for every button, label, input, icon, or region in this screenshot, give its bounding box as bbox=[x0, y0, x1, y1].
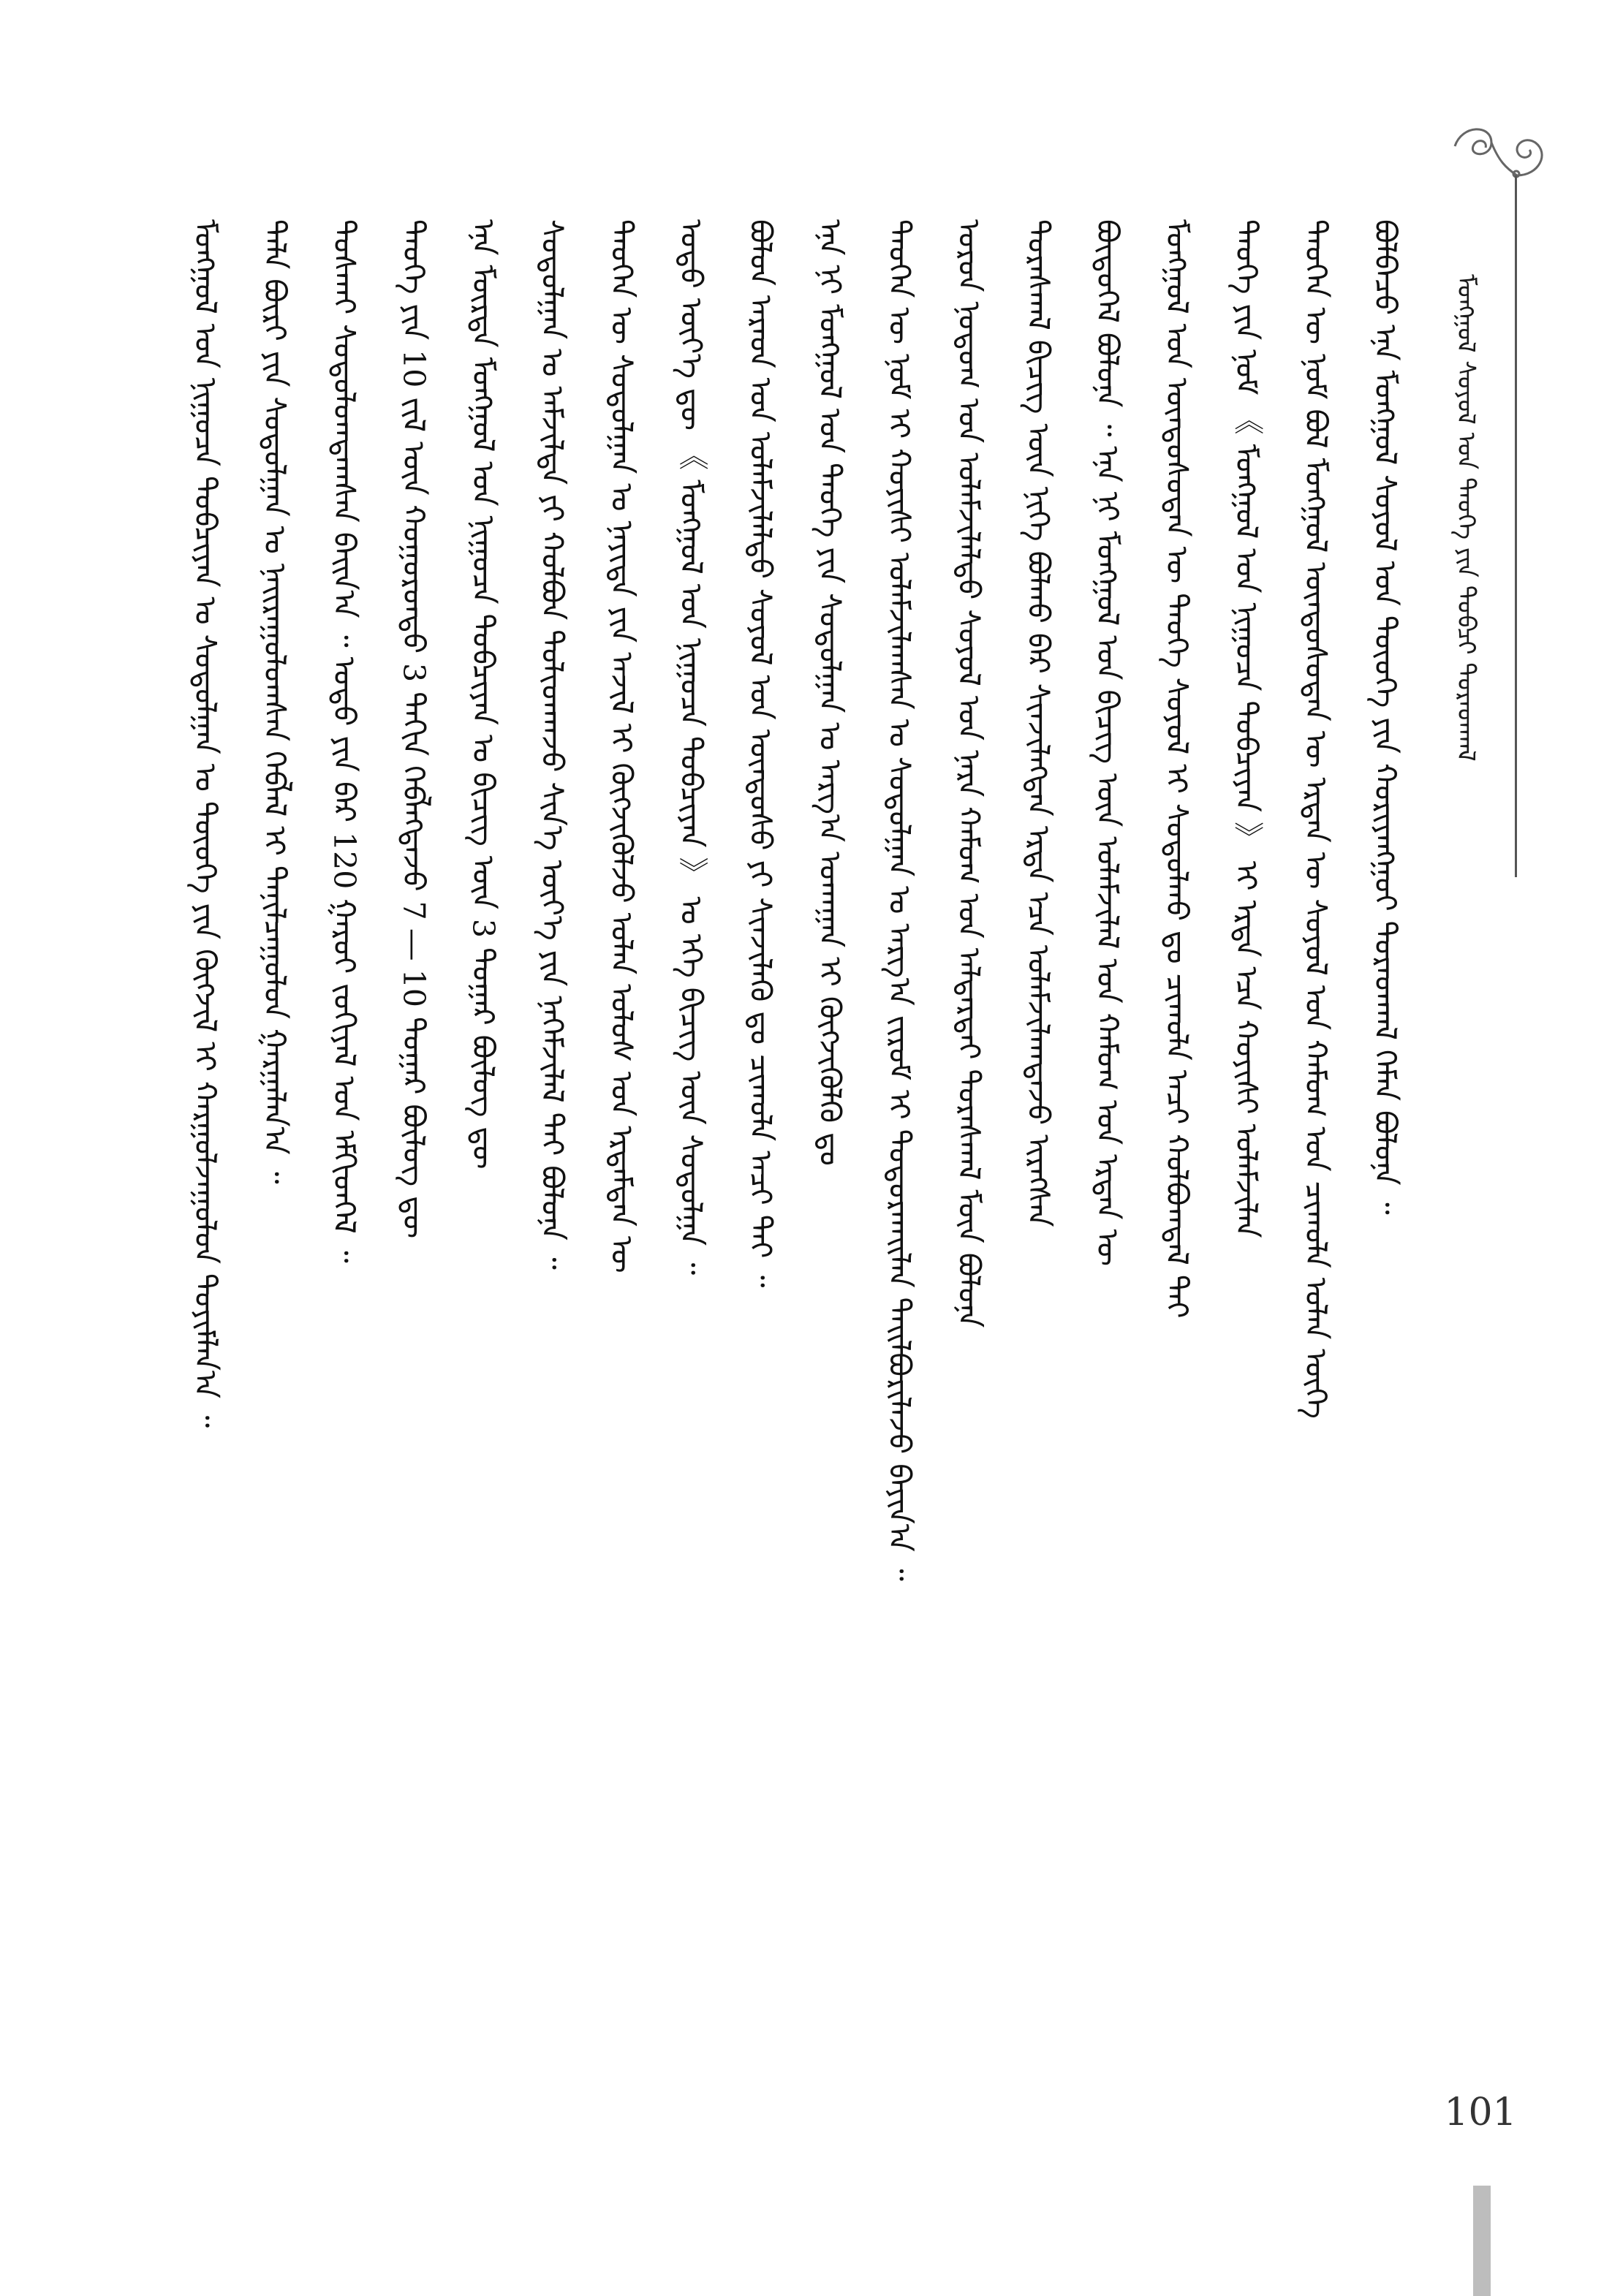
text-column: ᠪᠦᠲᠦᠭᠡᠯ ᠪᠣᠯᠤᠨᠠ ᠃ ᠡᠨᠡ ᠨᠢ ᠮᠣᠩᠭᠣᠯ ᠤᠨ ᠪᠢᠴᠢᠭ ᠦᠨ ᠤᠯᠠᠮᠵᠢᠯᠠᠯ ᠤᠨ ᠬᠠᠮᠤᠭ ᠤᠨ ᠡᠷᠲᠡᠨ ᠦ bbox=[1090, 219, 1126, 1267]
text-column: ᠰᠤᠳᠤᠯᠭᠠᠨ ᠤ ᠠᠮᠵᠢᠯᠲᠠ ᠶᠢ ᠬᠣᠯᠪᠣᠨ ᠲᠣᠯᠢᠳᠬᠠᠵᠤ ᠰᠢᠨ᠎ᠡ ᠦᠶ᠎ᠡ ᠶᠢᠨ ᠨᠡᠬᠡᠮᠵᠢᠯᠡᠯ ᠲᠠᠢ ᠪᠣᠯᠤᠨᠠ ᠃ bbox=[534, 219, 570, 1270]
text-column: ᠲᠡᠦᠬᠡᠨ ᠦ ᠨᠣᠮ ᠪᠣᠯ ᠮᠣᠩᠭᠣᠯ ᠦᠨᠳᠦᠰᠦᠲᠡᠨ ᠦ ᠡᠷᠲᠡᠨ ᠦ ᠰᠣᠶᠣᠯ ᠤᠨ ᠬᠠᠮᠤᠭ ᠤᠨ ᠴᠢᠬᠤᠯᠠ ᠣᠯᠠᠨ ᠦᠭᠡ bbox=[1298, 219, 1333, 1419]
body-text bbox=[186, 219, 1407, 1813]
running-header: ᠮᠣᠩᠭᠣᠯ ᠰᠣᠶᠣᠯ ᠤᠨ ᠲᠡᠦᠬᠡ ᠶᠢᠨ ᠲᠣᠪᠴᠢ ᠳᠤᠷᠠᠳᠬᠠᠯ bbox=[1451, 274, 1480, 762]
text-column: ᠡᠨᠡ ᠨᠢ ᠮᠣᠩᠭᠣᠯ ᠤᠨ ᠲᠡᠦᠬᠡ ᠶᠢᠨ ᠰᠤᠳᠤᠯᠭᠠᠨ ᠤ ᠠᠷᠭ᠎ᠠ ᠤᠬᠠᠭᠠᠨ ᠢ ᠬᠥᠭᠵᠢᠭᠦᠯᠬᠦ ᠳᠤ bbox=[812, 219, 848, 1166]
text-column: ᠲᠡᠦᠬᠡ ᠶᠢᠨ ᠨᠣᠮ 《 ᠮᠣᠩᠭᠣᠯ ᠤᠨ ᠨᠢᠭᠤᠴᠠ ᠲᠣᠪᠴᠢᠶᠠᠨ 》 ᠢ ᠡᠷᠲᠡ ᠡᠴᠡ ᠬᠣᠶᠢᠰᠢ ᠤᠯᠠᠮᠵᠢᠯᠠᠨ bbox=[1229, 219, 1265, 1238]
text-column: ᠲᠡᠦᠬᠡᠨ ᠦ ᠨᠣᠮ ᠢ ᠬᠣᠶᠢᠰᠢ ᠤᠯᠠᠮᠵᠢᠯᠠᠭᠰᠠᠨ ᠤ ᠰᠤᠳᠤᠯᠭᠠᠨ ᠤ ᠠᠷᠭ᠎ᠠ ᠵᠢᠷᠤᠮ ᠢ ᠲᠣᠳᠣᠷᠬᠠᠢᠯᠠᠨ ᠲᠠᠢᠯᠪᠤᠷᠢᠯᠠᠵᠤ ᠪᠠᠶᠢᠨ᠎ᠠ ᠃ bbox=[882, 219, 918, 1581]
text-column: ᠲᠠᠯᠠ ᠪᠦᠷᠢ ᠶᠢᠨ ᠰᠤᠳᠤᠯᠭᠠᠨ ᠤ ᠨᠠᠢᠷᠠᠭᠤᠯᠤᠭᠰᠠᠨ ᠬᠡᠪᠯᠡᠯ ᠢ ᠲᠠᠨᠢᠯᠴᠠᠭᠤᠯᠤᠨ ᠭᠠᠷᠭᠠᠯᠠᠨ᠎ᠠ ᠃ bbox=[257, 219, 292, 1184]
text-column: ᠣᠷᠣᠨ ᠨᠤᠲᠤᠭ ᠤᠨ ᠤᠯᠠᠮᠵᠢᠯᠠᠯᠲᠤ ᠰᠣᠶᠣᠯ ᠤᠨ ᠨᠡᠷᠡ ᠬᠠᠮᠤᠭ ᠤᠨ ᠠᠯᠳᠠᠷᠲᠠᠢ ᠳᠤᠷᠠᠰᠬᠠᠯ ᠮᠥᠨ ᠪᠣᠯᠤᠨᠠ bbox=[951, 219, 987, 1328]
text-column: ᠡᠨᠡ ᠮᠦᠷᠳᠡ ᠮᠣᠩᠭᠣᠯ ᠤᠨ ᠨᠢᠭᠤᠴᠠ ᠲᠣᠪᠴᠢᠶᠠᠨ ᠤ ᠪᠢᠴᠢᠭ ᠦᠨ 3 ᠳᠤᠭᠠᠷ ᠪᠦᠯᠦᠭ ᠳᠦ bbox=[465, 219, 501, 1170]
text-column: ᠮᠣᠩᠭᠣᠯ ᠤᠨ ᠦᠨᠳᠦᠰᠦᠲᠡᠨ ᠦ ᠲᠡᠦᠬᠡ ᠰᠣᠶᠣᠯ ᠢ ᠰᠤᠳᠤᠯᠬᠤ ᠳᠤ ᠴᠢᠬᠤᠯᠠ ᠠᠴᠢ ᠬᠣᠯᠪᠣᠭᠳᠠᠯ ᠲᠠᠢ bbox=[1159, 219, 1195, 1319]
header-ornament bbox=[1448, 117, 1557, 205]
text-column: ᠮᠣᠩᠭᠣᠯ ᠤᠨ ᠨᠢᠭᠤᠴᠠ ᠲᠣᠪᠴᠢᠶᠠᠨ ᠤ ᠰᠤᠳᠤᠯᠭᠠᠨ ᠤ ᠲᠦᠦᠬᠡ ᠶᠢᠨ ᠬᠥᠭᠵᠢᠯ ᠢ ᠬᠠᠷᠭᠤᠯᠵᠠᠭᠤᠯᠤᠨ ᠲᠣᠶᠢᠮᠯᠠᠨ᠎ᠠ ᠃ bbox=[188, 219, 223, 1428]
text-column: ᠲᠡᠦᠬᠡᠨ ᠦ ᠰᠤᠳᠤᠯᠭᠠᠨ ᠤ ᠨᠡᠶᠢᠲᠡ ᠶᠢᠨ ᠠᠵᠢᠯ ᠢ ᠬᠥᠭᠵᠢᠭᠦᠯᠵᠦ ᠣᠯᠠᠨ ᠤᠯᠤᠰ ᠤᠨ ᠡᠷᠳᠡᠮᠲᠡᠨ ᠦ bbox=[604, 219, 640, 1273]
header-rule bbox=[1515, 175, 1517, 877]
text-column: ᠲᠤᠰᠬᠠᠢ ᠰᠤᠳᠤᠯᠤᠭᠳᠠᠭᠰᠠᠨ ᠪᠠᠢᠨ᠎ᠠ ᠃ ᠣᠳᠣ ᠶᠢᠨ ᠪᠠᠷ 120 ᠭᠠᠷᠤᠢ ᠵᠣᠬᠢᠶᠠᠯ ᠤᠨ ᠡᠮᠬᠢᠳᠬᠡᠯ ᠃ bbox=[326, 219, 362, 1263]
text-column: ᠪᠣᠯᠤᠨ ᠠᠷᠠᠳ ᠤᠨ ᠤᠯᠠᠮᠵᠢᠯᠠᠯᠲᠤ ᠰᠣᠶᠣᠯ ᠤᠨ ᠦᠨᠳᠦᠰᠦ ᠶᠢ ᠰᠢᠨᠵᠢᠯᠡᠬᠦ ᠳᠤ ᠴᠢᠬᠤᠯᠠ ᠠᠴᠢ ᠲᠠᠢ ᠃ bbox=[743, 219, 779, 1288]
text-column: ᠲᠡᠦᠬᠡ ᠶᠢᠨ 10 ᠵᠢᠯ ᠦᠨ ᠬᠣᠭᠣᠷᠣᠨᠳᠤ 3 ᠳᠠᠬᠢᠨ ᠬᠡᠪᠯᠡᠭᠳᠡᠵᠦ 7 ― 10 ᠳᠤᠭᠠᠷ ᠪᠦᠯᠦᠭ ᠳᠦ bbox=[396, 219, 431, 1239]
text-column: ᠳᠤᠷᠠᠰᠬᠠᠯ ᠪᠢᠴᠢᠭ ᠦᠨ ᠨᠢᠭᠡ ᠪᠣᠯᠬᠤ ᠪᠠᠷ ᠰᠢᠨᠵᠢᠯᠡᠭᠳᠡᠨ ᠡᠷᠲᠡ ᠡᠴᠡ ᠤᠯᠠᠮᠵᠢᠯᠠᠭᠳᠠᠵᠤ ᠢᠷᠡᠭᠰᠡᠨ bbox=[1021, 219, 1056, 1227]
page-edge-tab bbox=[1473, 2186, 1491, 2296]
text-column: ᠣᠳᠣ ᠦᠶ᠎ᠡ ᠳᠦ 《 ᠮᠣᠩᠭᠣᠯ ᠤᠨ ᠨᠢᠭᠤᠴᠠ ᠲᠣᠪᠴᠢᠶᠠᠨ 》 ᠤ ᠡᠬᠡ ᠪᠢᠴᠢᠭ ᠦᠨ ᠰᠤᠳᠤᠯᠭᠠ ᠃ bbox=[673, 219, 709, 1276]
text-column: ᠪᠣᠯᠪᠠᠴᠤ ᠡᠨᠡ ᠮᠣᠩᠭᠣᠯ ᠰᠣᠶᠣᠯ ᠤᠨ ᠲᠦᠦᠬᠡ ᠶᠢᠨ ᠬᠣᠷᠢᠶᠠᠩᠭᠤᠢ ᠳᠤᠷᠠᠳᠬᠠᠯ ᠬᠡᠮᠡᠨ ᠪᠣᠯᠤᠨᠠ ᠃ bbox=[1367, 219, 1403, 1215]
page-number: 101 bbox=[1444, 2091, 1517, 2134]
